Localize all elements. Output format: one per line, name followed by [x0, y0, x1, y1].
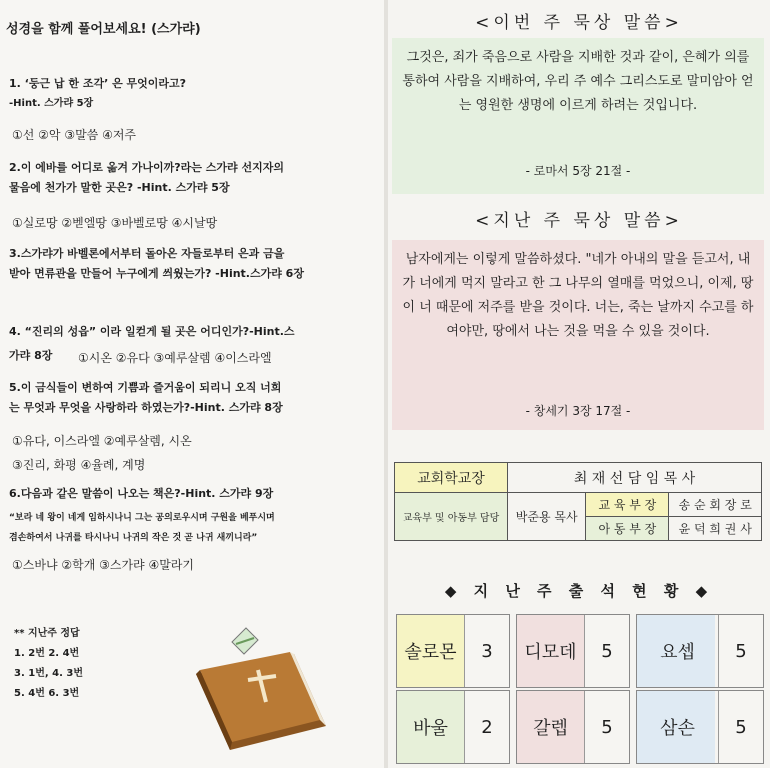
answer-line: 1. 2번 2. 4번 [14, 648, 80, 659]
this-week-reference: - 로마서 5장 21절 - [525, 164, 631, 178]
bible-book-icon [186, 618, 336, 758]
answers-title: ** 지난주 정답 [14, 628, 80, 639]
attendance-cell [516, 614, 630, 688]
dept-label: 교육부 및 아동부 담당 [395, 493, 508, 541]
edu-name: 송 순 회 장 로 [669, 493, 762, 517]
group-name: 바울 [413, 718, 448, 739]
group-name: 디모데 [524, 642, 577, 663]
question-6 [9, 484, 377, 504]
group-count: 5 [718, 691, 763, 763]
attendance-cell [516, 690, 630, 764]
question-4-options: ①시온 ②유다 ③예루살렘 ④이스라엘 [78, 351, 272, 365]
group-count: 5 [584, 691, 629, 763]
last-week-reference: - 창세기 3장 17절 - [525, 404, 631, 418]
attendance-cell [636, 690, 764, 764]
question-1-options: ①선 ②악 ③말씀 ④저주 [12, 128, 137, 142]
question-text: 3.스가랴가 바벨론에서부터 돌아온 자들로부터 은과 금을 [9, 247, 285, 260]
this-week-verse: 그것은, 죄가 죽음으로 사람을 지배한 것과 같이, 은혜가 의를 통하여 사람을 지배하여, 우리 주 예수 그리스도로 말미암아 얻는 영원한 생명에 이르게 하려는 것입니다. [402, 50, 754, 113]
edu-label: 교 육 부 장 [586, 493, 669, 517]
question-6-options: ①스바냐 ②학개 ③스가랴 ④말라기 [12, 558, 194, 572]
group-name: 요셉 [660, 642, 695, 663]
question-text-cont: 받아 면류관을 만들어 누구에게 씌웠는가? -Hint.스가랴 6장 [9, 267, 304, 280]
group-count: 3 [464, 615, 509, 687]
question-text: 6.다음과 같은 말씀이 나오는 책은?-Hint. 스가랴 9장 [9, 487, 274, 500]
child-name: 윤 덕 희 권 사 [669, 517, 762, 541]
question-4-cont: 가랴 8장 [9, 349, 53, 362]
dept-name: 박준용 목사 [508, 493, 586, 541]
question-2-options: ①실로땅 ②벧엘땅 ③바벨로땅 ④시날땅 [12, 216, 218, 230]
staff-table [394, 462, 762, 541]
quote-line-2: 겸손하여서 나귀를 타시나니 나귀의 작은 것 곧 나귀 새끼니라” [9, 533, 258, 543]
group-count: 5 [718, 615, 763, 687]
group-count: 2 [464, 691, 509, 763]
question-5-options: ①유다, 이스라엘 ②예루살렘, 시온 [12, 434, 192, 448]
group-count: 5 [584, 615, 629, 687]
question-1 [9, 74, 377, 114]
question-hint: -Hint. 스가랴 5장 [9, 98, 94, 109]
this-week-heading: <이번 주 묵상 말씀> [475, 13, 683, 33]
answer-line: 3. 1번, 4. 3번 [14, 668, 83, 679]
question-6-quote [9, 508, 377, 548]
last-week-verse: 남자에게는 이렇게 말씀하셨다. "네가 아내의 말을 듣고서, 내가 너에게 먹지 말라고 한 그 나무의 열매를 먹었으니, 이제, 땅이 너 때문에 저주를 받을 것이다. 너는, 죽는 날까지 수고를 하여야만, 땅에서 나는 것을 먹을 수 있을 것이다. [402, 252, 754, 339]
attendance-cell [636, 614, 764, 688]
question-4 [9, 322, 377, 342]
quote-line-1: “보라 네 왕이 네게 임하시나니 그는 공의로우시며 구원을 베푸시며 [9, 513, 275, 523]
group-name: 갈렙 [533, 718, 568, 739]
question-text: 4. “진리의 성읍” 이라 일컫게 될 곳은 어디인가?-Hint.스 [9, 325, 295, 338]
question-3 [9, 244, 377, 284]
attendance-title: ◆ 지 난 주 출 석 현 황 ◆ [444, 582, 714, 600]
question-5-options-2: ③진리, 화평 ④율례, 계명 [12, 458, 146, 472]
question-text-cont: 물음에 천가가 말한 곳은? -Hint. 스가랴 5장 [9, 181, 230, 194]
last-week-verse-box [392, 240, 764, 430]
answer-line: 5. 4번 6. 3번 [14, 688, 80, 699]
question-text-cont: 는 무엇과 무엇을 사랑하라 하였는가?-Hint. 스가랴 8장 [9, 401, 283, 414]
quiz-title: 성경을 함께 풀어보세요! (스가랴) [6, 22, 201, 37]
attendance-cell [396, 614, 510, 688]
question-text: 5.이 금식들이 변하여 기쁨과 즐거움이 되리니 오직 너희 [9, 381, 282, 394]
this-week-verse-box [392, 38, 764, 194]
question-text: 1. ‘둥근 납 한 조각’ 은 무엇이라고? [9, 77, 187, 90]
group-name: 솔로몬 [404, 642, 457, 663]
principal-name: 최 재 선 담 임 목 사 [508, 463, 762, 493]
info-panel [388, 0, 770, 768]
attendance-cell [396, 690, 510, 764]
question-2 [9, 158, 377, 198]
last-week-answers [14, 624, 83, 704]
question-text: 2.이 에바를 어디로 옮겨 가나이까?라는 스가랴 선지자의 [9, 161, 284, 174]
last-week-heading: <지난 주 묵상 말씀> [475, 211, 683, 231]
principal-label: 교회학교장 [395, 463, 508, 493]
group-name: 삼손 [660, 718, 695, 739]
child-label: 아 동 부 장 [586, 517, 669, 541]
quiz-panel [0, 0, 384, 768]
question-5 [9, 378, 377, 418]
